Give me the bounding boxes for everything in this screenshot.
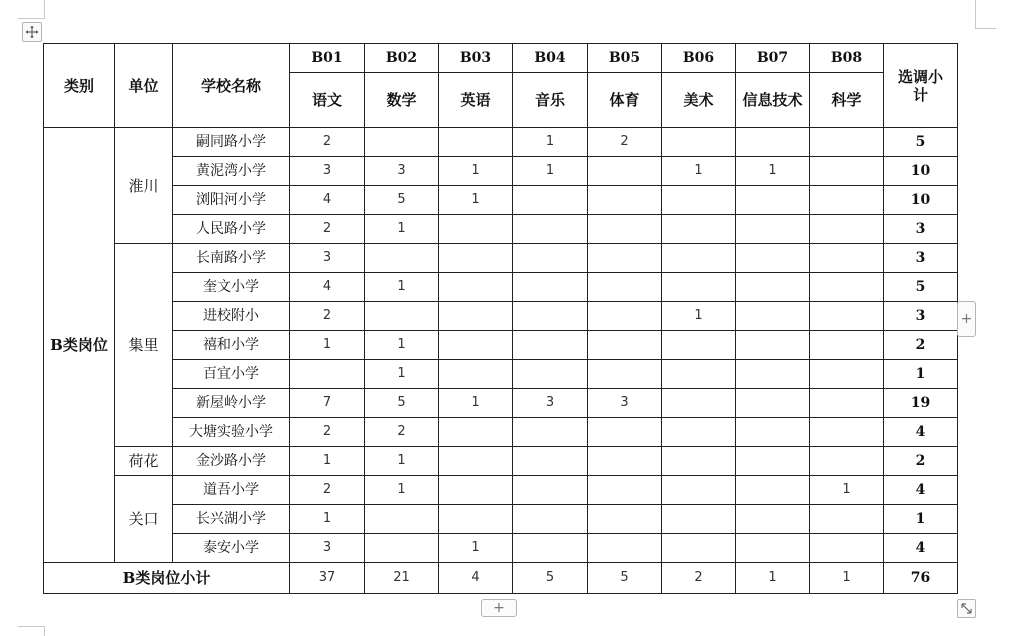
count-cell-science [810, 534, 884, 563]
page-corner-mark-top-right [975, 0, 996, 29]
subtotal-cell: 3 [884, 215, 958, 244]
total-cell: 5 [513, 563, 588, 594]
count-cell-english [439, 302, 513, 331]
count-cell-art [662, 360, 736, 389]
count-cell-it: 1 [736, 157, 810, 186]
count-cell-music: 3 [513, 389, 588, 418]
header-subject-science: 科学 [810, 73, 884, 128]
school-name-cell: 禧和小学 [173, 331, 290, 360]
move-icon [25, 25, 39, 39]
table-row [44, 302, 958, 331]
subtotal-cell: 1 [884, 505, 958, 534]
count-cell-music [513, 534, 588, 563]
resize-icon [960, 602, 973, 615]
count-cell-art [662, 273, 736, 302]
subtotal-cell: 3 [884, 302, 958, 331]
count-cell-math: 1 [365, 215, 439, 244]
total-cell: 5 [588, 563, 662, 594]
count-cell-music: 1 [513, 157, 588, 186]
header-subject-chinese: 语文 [290, 73, 365, 128]
category-cell: B类岗位 [44, 128, 115, 563]
count-cell-music: 1 [513, 128, 588, 157]
count-cell-math [365, 534, 439, 563]
count-cell-english [439, 331, 513, 360]
count-cell-pe [588, 215, 662, 244]
count-cell-science [810, 273, 884, 302]
count-cell-english [439, 418, 513, 447]
count-cell-pe [588, 534, 662, 563]
subtotal-cell: 3 [884, 244, 958, 273]
unit-cell: 荷花 [115, 447, 173, 476]
school-name-cell: 百宜小学 [173, 360, 290, 389]
total-cell: 21 [365, 563, 439, 594]
count-cell-science [810, 418, 884, 447]
count-cell-math: 1 [365, 360, 439, 389]
count-cell-music [513, 302, 588, 331]
total-cell: 37 [290, 563, 365, 594]
header-subject-music: 音乐 [513, 73, 588, 128]
grand-total: 76 [884, 563, 958, 594]
school-name-cell: 金沙路小学 [173, 447, 290, 476]
count-cell-chinese: 2 [290, 215, 365, 244]
subtotal-cell: 4 [884, 534, 958, 563]
subtotal-cell: 4 [884, 476, 958, 505]
count-cell-it [736, 302, 810, 331]
count-cell-it [736, 215, 810, 244]
table-row [44, 273, 958, 302]
count-cell-english [439, 128, 513, 157]
count-cell-math [365, 302, 439, 331]
header-code-b03: B03 [439, 44, 513, 73]
header-subject-math: 数学 [365, 73, 439, 128]
count-cell-pe [588, 331, 662, 360]
count-cell-chinese [290, 360, 365, 389]
count-cell-pe [588, 186, 662, 215]
count-cell-english: 1 [439, 389, 513, 418]
table-row [44, 244, 958, 273]
count-cell-it [736, 128, 810, 157]
count-cell-chinese: 1 [290, 331, 365, 360]
table-row [44, 331, 958, 360]
table-row [44, 128, 958, 157]
total-cell: 1 [810, 563, 884, 594]
subtotal-cell: 19 [884, 389, 958, 418]
count-cell-it [736, 244, 810, 273]
table-row [44, 418, 958, 447]
add-row-button[interactable]: + [481, 599, 517, 617]
count-cell-pe [588, 418, 662, 447]
count-cell-math [365, 505, 439, 534]
header-code-b04: B04 [513, 44, 588, 73]
header-category: 类别 [44, 44, 115, 128]
count-cell-math: 2 [365, 418, 439, 447]
count-cell-chinese: 7 [290, 389, 365, 418]
header-code-b02: B02 [365, 44, 439, 73]
count-cell-chinese: 3 [290, 244, 365, 273]
count-cell-it [736, 418, 810, 447]
count-cell-chinese: 4 [290, 273, 365, 302]
count-cell-art [662, 418, 736, 447]
table-row [44, 215, 958, 244]
count-cell-math: 5 [365, 186, 439, 215]
count-cell-math: 5 [365, 389, 439, 418]
count-cell-math: 1 [365, 476, 439, 505]
table-row [44, 157, 958, 186]
header-code-b05: B05 [588, 44, 662, 73]
count-cell-music [513, 186, 588, 215]
count-cell-english [439, 476, 513, 505]
count-cell-science [810, 331, 884, 360]
subtotal-cell: 10 [884, 186, 958, 215]
count-cell-pe [588, 476, 662, 505]
count-cell-science [810, 244, 884, 273]
table-resize-handle[interactable] [957, 599, 976, 618]
subtotal-cell: 2 [884, 447, 958, 476]
total-row-label: B类岗位小计 [44, 563, 290, 594]
count-cell-it [736, 476, 810, 505]
table-row [44, 447, 958, 476]
count-cell-music [513, 215, 588, 244]
count-cell-english [439, 273, 513, 302]
table-row [44, 534, 958, 563]
count-cell-pe [588, 505, 662, 534]
count-cell-science [810, 215, 884, 244]
header-code-b08: B08 [810, 44, 884, 73]
header-subject-art: 美术 [662, 73, 736, 128]
count-cell-pe: 2 [588, 128, 662, 157]
count-cell-chinese: 3 [290, 157, 365, 186]
count-cell-science [810, 186, 884, 215]
table-row [44, 360, 958, 389]
count-cell-science: 1 [810, 476, 884, 505]
count-cell-music [513, 360, 588, 389]
add-column-button[interactable]: + [957, 301, 976, 337]
count-cell-math: 1 [365, 273, 439, 302]
count-cell-english [439, 447, 513, 476]
header-subject-english: 英语 [439, 73, 513, 128]
school-name-cell: 泰安小学 [173, 534, 290, 563]
count-cell-chinese: 2 [290, 128, 365, 157]
total-cell: 2 [662, 563, 736, 594]
header-subject-pe: 体育 [588, 73, 662, 128]
subtotal-cell: 4 [884, 418, 958, 447]
count-cell-chinese: 3 [290, 534, 365, 563]
count-cell-it [736, 360, 810, 389]
count-cell-science [810, 128, 884, 157]
school-name-cell: 人民路小学 [173, 215, 290, 244]
count-cell-math: 1 [365, 447, 439, 476]
page-corner-mark-top-left [18, 0, 45, 19]
table-row [44, 476, 958, 505]
count-cell-math: 3 [365, 157, 439, 186]
total-cell: 1 [736, 563, 810, 594]
count-cell-chinese: 2 [290, 418, 365, 447]
header-subtotal: 选调小计 [884, 44, 958, 128]
count-cell-it [736, 186, 810, 215]
school-name-cell: 大塘实验小学 [173, 418, 290, 447]
count-cell-science [810, 360, 884, 389]
count-cell-english: 1 [439, 186, 513, 215]
count-cell-it [736, 447, 810, 476]
table-row [44, 505, 958, 534]
table-row [44, 186, 958, 215]
total-cell: 4 [439, 563, 513, 594]
count-cell-music [513, 476, 588, 505]
school-name-cell: 黄泥湾小学 [173, 157, 290, 186]
subtotal-cell: 2 [884, 331, 958, 360]
school-name-cell: 新屋岭小学 [173, 389, 290, 418]
count-cell-chinese: 4 [290, 186, 365, 215]
count-cell-art [662, 215, 736, 244]
count-cell-it [736, 505, 810, 534]
count-cell-pe [588, 447, 662, 476]
count-cell-it [736, 389, 810, 418]
count-cell-english [439, 244, 513, 273]
header-code-b01: B01 [290, 44, 365, 73]
unit-cell: 关口 [115, 476, 173, 563]
count-cell-math [365, 128, 439, 157]
header-code-b07: B07 [736, 44, 810, 73]
count-cell-pe [588, 157, 662, 186]
count-cell-english: 1 [439, 534, 513, 563]
count-cell-art: 1 [662, 157, 736, 186]
school-name-cell: 长南路小学 [173, 244, 290, 273]
count-cell-chinese: 2 [290, 476, 365, 505]
subtotal-cell: 5 [884, 273, 958, 302]
recruitment-table [43, 43, 958, 594]
count-cell-chinese: 2 [290, 302, 365, 331]
count-cell-music [513, 331, 588, 360]
count-cell-art: 1 [662, 302, 736, 331]
count-cell-music [513, 273, 588, 302]
count-cell-pe [588, 302, 662, 331]
count-cell-english [439, 215, 513, 244]
unit-cell: 淮川 [115, 128, 173, 244]
count-cell-math [365, 244, 439, 273]
school-name-cell: 长兴湖小学 [173, 505, 290, 534]
count-cell-pe [588, 360, 662, 389]
count-cell-art [662, 476, 736, 505]
count-cell-it [736, 331, 810, 360]
school-name-cell: 嗣同路小学 [173, 128, 290, 157]
school-name-cell: 进校附小 [173, 302, 290, 331]
count-cell-music [513, 244, 588, 273]
count-cell-art [662, 534, 736, 563]
school-name-cell: 道吾小学 [173, 476, 290, 505]
count-cell-english [439, 360, 513, 389]
count-cell-pe: 3 [588, 389, 662, 418]
count-cell-science [810, 157, 884, 186]
count-cell-art [662, 128, 736, 157]
school-name-cell: 奎文小学 [173, 273, 290, 302]
count-cell-chinese: 1 [290, 505, 365, 534]
count-cell-chinese: 1 [290, 447, 365, 476]
count-cell-art [662, 244, 736, 273]
count-cell-pe [588, 244, 662, 273]
unit-cell: 集里 [115, 244, 173, 447]
count-cell-english: 1 [439, 157, 513, 186]
school-name-cell: 浏阳河小学 [173, 186, 290, 215]
table-move-handle[interactable] [22, 22, 42, 42]
header-unit: 单位 [115, 44, 173, 128]
count-cell-music [513, 505, 588, 534]
count-cell-music [513, 418, 588, 447]
count-cell-music [513, 447, 588, 476]
table-row [44, 389, 958, 418]
count-cell-art [662, 186, 736, 215]
count-cell-art [662, 505, 736, 534]
count-cell-it [736, 273, 810, 302]
header-subject-it: 信息技术 [736, 73, 810, 128]
count-cell-art [662, 389, 736, 418]
count-cell-science [810, 302, 884, 331]
count-cell-pe [588, 273, 662, 302]
count-cell-english [439, 505, 513, 534]
count-cell-science [810, 389, 884, 418]
header-school-name: 学校名称 [173, 44, 290, 128]
count-cell-math: 1 [365, 331, 439, 360]
count-cell-art [662, 447, 736, 476]
subtotal-cell: 5 [884, 128, 958, 157]
subtotal-cell: 1 [884, 360, 958, 389]
header-code-b06: B06 [662, 44, 736, 73]
count-cell-science [810, 447, 884, 476]
count-cell-science [810, 505, 884, 534]
count-cell-it [736, 534, 810, 563]
subtotal-cell: 10 [884, 157, 958, 186]
count-cell-art [662, 331, 736, 360]
